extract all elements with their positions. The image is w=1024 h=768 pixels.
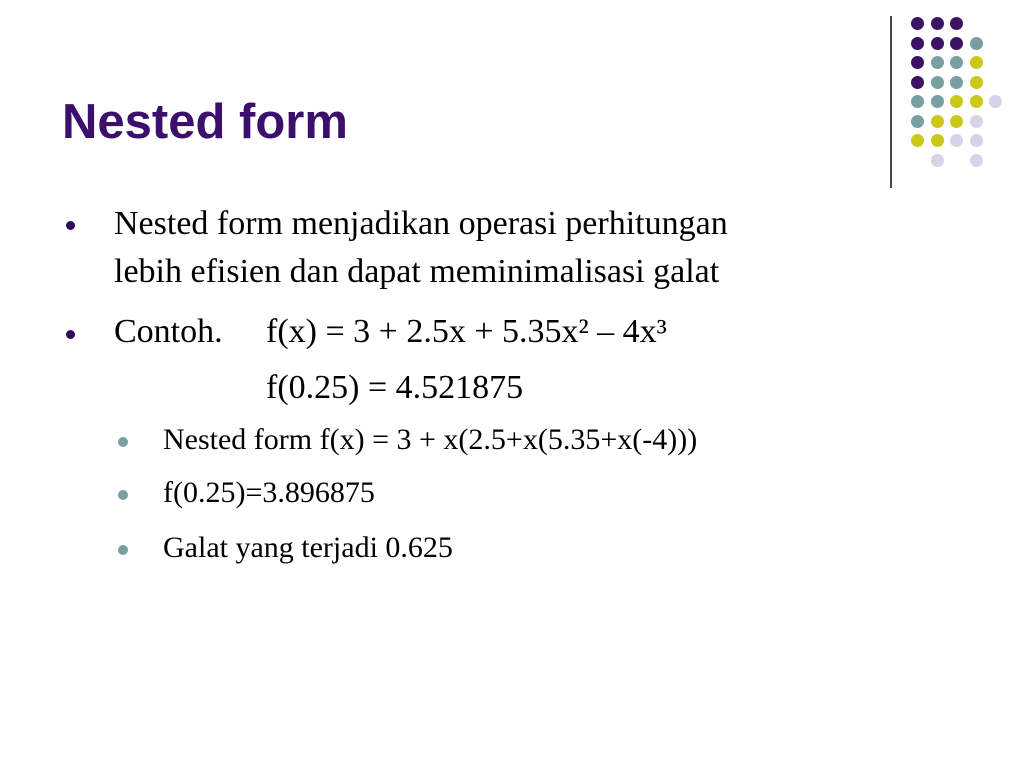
bullet-marker — [66, 330, 75, 339]
sub-bullet-marker — [118, 545, 128, 555]
sub-bullet-marker — [118, 490, 128, 500]
sub-bullet-text: Galat yang terjadi 0.625 — [163, 531, 453, 564]
bullet-marker — [66, 221, 75, 230]
example-result: f(0.25) = 4.521875 — [266, 369, 524, 406]
sub-bullet-text: Nested form f(x) = 3 + x(2.5+x(5.35+x(-4))) — [163, 423, 698, 456]
bullet-text-continuation: lebih efisien dan dapat meminimalisasi galat — [114, 253, 720, 290]
sub-bullet-marker — [118, 437, 128, 447]
slide-title: Nested form — [62, 95, 348, 149]
example-formula: f(x) = 3 + 2.5x + 5.35x² – 4x³ — [266, 313, 667, 350]
sub-bullet-text: f(0.25)=3.896875 — [163, 476, 375, 509]
example-label: Contoh. — [114, 313, 223, 350]
bullet-text: Nested form menjadikan operasi perhitungan — [114, 205, 728, 242]
